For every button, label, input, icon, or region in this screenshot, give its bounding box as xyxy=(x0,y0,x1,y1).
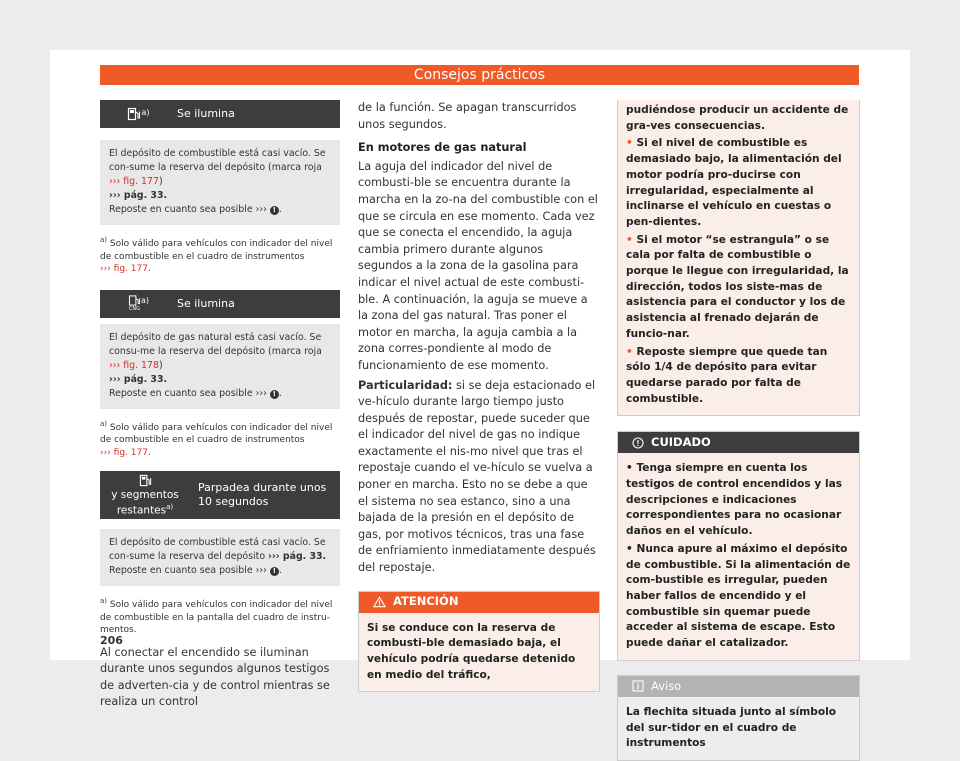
warning-triangle-icon xyxy=(373,596,386,608)
warning-box xyxy=(358,591,600,693)
figure-link[interactable]: ››› fig. 178 xyxy=(109,359,159,371)
page-header: Consejos prácticos xyxy=(100,65,859,85)
page-link[interactable]: ››› pág. 33. xyxy=(268,551,327,562)
indicator-icon-cell xyxy=(100,107,177,121)
footnote: $^{a)}$ Solo válido para vehículos con indicador del nivel de combustible en el cuadro de instrumentos ››› fig. 177. xyxy=(100,419,333,458)
page-number: 206 xyxy=(100,634,123,647)
indicator-description: El depósito de combustible está casi vacío. Se con-sume la reserva del depósito (marca roja ››› fig. 177) ››› pág. 33. Reposte en cuanto sea posible ››› ! . xyxy=(100,140,340,225)
body-paragraph: Particularidad: si se deja estacionado el ve-hículo durante largo tiempo justo después de repostar, puede suceder que el indicador del nivel de gas no indique exactamente el nis-mo nivel que tras el repostaje cuando el ve-hículo se vuelva a poner en marcha. Esto no se debe a que el sistema no sea estanco, sino a una bajada de la presión en el depósito de gas, por motivos técnicos, tras una fase de enfriamiento inmediatamente después del repostaje. xyxy=(358,378,596,575)
warning-box-continued: pudiéndose producir un accidente de gra-ves consecuencias. • Si el nivel de combustible es demasiado bajo, la alimentación del motor podría pro-ducirse con irregularidad, especialmente al inclinarse el vehículo en cuestas o pen-dientes. • Si el motor “se estrangula” o se cala por falta de combustible o porque le llegue con irregularidad, la dirección, todos los siste-mas de asistencia para el conductor y los de asistencia al frenado dejarán de funcio-nar. • Reposte siempre que quede tan sólo 1/4 de depósito para evitar quedarse parado por falta de combustible. xyxy=(617,100,860,416)
indicator-row-cng xyxy=(100,290,340,318)
footnote: $^{a)}$ Solo válido para vehículos con indicador del nivel de combustible en el cuadro de instrumentos ››› fig. 177. xyxy=(100,236,333,274)
figure-link[interactable]: ››› fig. 177 xyxy=(109,176,159,187)
warning-bullet: • Si el nivel de combustible es demasiado bajo, la alimentación del motor podría pro-ducirse con irregularidad, especialmente al inclinarse el vehículo en cuestas o pen-dientes. xyxy=(626,137,842,228)
caution-bullet: • Tenga siempre en cuenta los testigos de control encendidos y las descripciones e indicaciones correspondientes para no ocasionar daños en el vehículo. xyxy=(626,462,843,538)
info-circle-icon xyxy=(632,437,644,449)
caution-bullet: • Nunca apure al máximo el depósito de combustible. Si la alimentación de com-bustible es irregular, pueden haber fallos de encendido y el combustible sin quemar puede acceder al sistema de escape. Esto puede dañar el catalizador. xyxy=(626,542,851,650)
note-box xyxy=(617,675,860,761)
footnote-marker: a) xyxy=(140,296,150,305)
indicator-label: Se ilumina xyxy=(177,107,235,120)
column-1 xyxy=(100,100,340,711)
caution-box xyxy=(617,431,860,660)
cng-label: CNG xyxy=(128,306,141,312)
page-link[interactable]: ››› pág. 33. xyxy=(109,373,168,385)
figure-link[interactable]: ››› fig. 177 xyxy=(100,447,148,458)
body-paragraph: La aguja del indicador del nivel de combusti-ble se encuentra durante la marcha en la zo-na del combustible con el que se circula en ese momento. Cada vez que se conecta el encendido, la aguja cambia primero durante algunos segundos a la zona de la gasolina para indicar el nivel actual de este combusti-ble. A continuación, la aguja se mueve a la zona del gas natural. Tras poner el motor en marcha, la aguja cambia a la zona corres-pondiente al modo de funcionamiento de ese momento. xyxy=(358,159,598,372)
warning-circle-icon: ! xyxy=(270,206,279,215)
warning-box-header: ATENCIÓN xyxy=(359,592,599,613)
column-3 xyxy=(617,100,860,761)
section-heading: En motores de gas natural xyxy=(358,141,527,155)
warning-bullet: • Reposte siempre que quede tan sólo 1/4 de depósito para evitar quedarse parado por falta de combustible. xyxy=(626,345,828,405)
warning-box-body: Si se conduce con la reserva de combusti-ble demasiado baja, el vehículo podría quedarse detenido en medio del tráfico, xyxy=(359,613,599,692)
info-square-icon xyxy=(632,680,644,692)
note-box-body: La flechita situada junto al símbolo del sur-tidor en el cuadro de instrumentos xyxy=(618,697,859,760)
note-box-header: Aviso xyxy=(618,676,859,697)
cng-pump-icon xyxy=(128,295,141,306)
page-link[interactable]: ››› pág. 33. xyxy=(109,190,168,201)
caution-box-header: CUIDADO xyxy=(618,432,859,453)
indicator-description: El depósito de combustible está casi vacío. Se con-sume la reserva del depósito ››› pág. 33. Reposte en cuanto sea posible ››› ! . xyxy=(100,529,340,586)
footnote: $^{a)}$ Solo válido para vehículos con indicador del nivel de combustible en la pantalla del cuadro de instru-mentos. xyxy=(100,597,333,635)
warning-circle-icon: ! xyxy=(270,390,279,399)
warning-bullet: • Si el motor “se estrangula” o se cala por falta de combustible o porque le llegue con irregularidad, la dirección, todos los siste-mas de asistencia para el conductor y los de asistencia al frenado dejarán de funcio-nar. xyxy=(626,233,849,340)
indicator-icon-cell: y segmentos restantes$^{a)}$ xyxy=(100,474,190,517)
indicator-icon-cell xyxy=(100,295,177,312)
figure-link[interactable]: ››› fig. 177 xyxy=(100,264,148,274)
indicator-label: Se ilumina xyxy=(177,296,235,310)
indicator-description: El depósito de gas natural está casi vacío. Se consu-me la reserva del depósito (marca roja ››› fig. 178) ››› pág. 33. Reposte en cuanto sea posible ››› ! . xyxy=(100,324,340,409)
fuel-pump-icon xyxy=(127,107,141,121)
indicator-row-fuel xyxy=(100,100,340,128)
body-paragraph: de la función. Se apagan transcurridos unos segundos. xyxy=(358,101,577,131)
warning-circle-icon: ! xyxy=(270,567,279,576)
footnote-marker: a) xyxy=(141,108,150,117)
body-paragraph: Al conectar el encendido se iluminan durante unos segundos algunos testigos de adverten-cia y de control mientras se realiza un control xyxy=(100,645,330,709)
segments-label: y segmentos restantes xyxy=(111,488,179,517)
caution-box-body xyxy=(618,453,859,659)
indicator-label: Parpadea durante unos 10 segundos xyxy=(198,481,327,508)
column-2 xyxy=(358,100,600,692)
fuel-pump-icon xyxy=(139,474,152,487)
indicator-row-segments xyxy=(100,471,340,519)
